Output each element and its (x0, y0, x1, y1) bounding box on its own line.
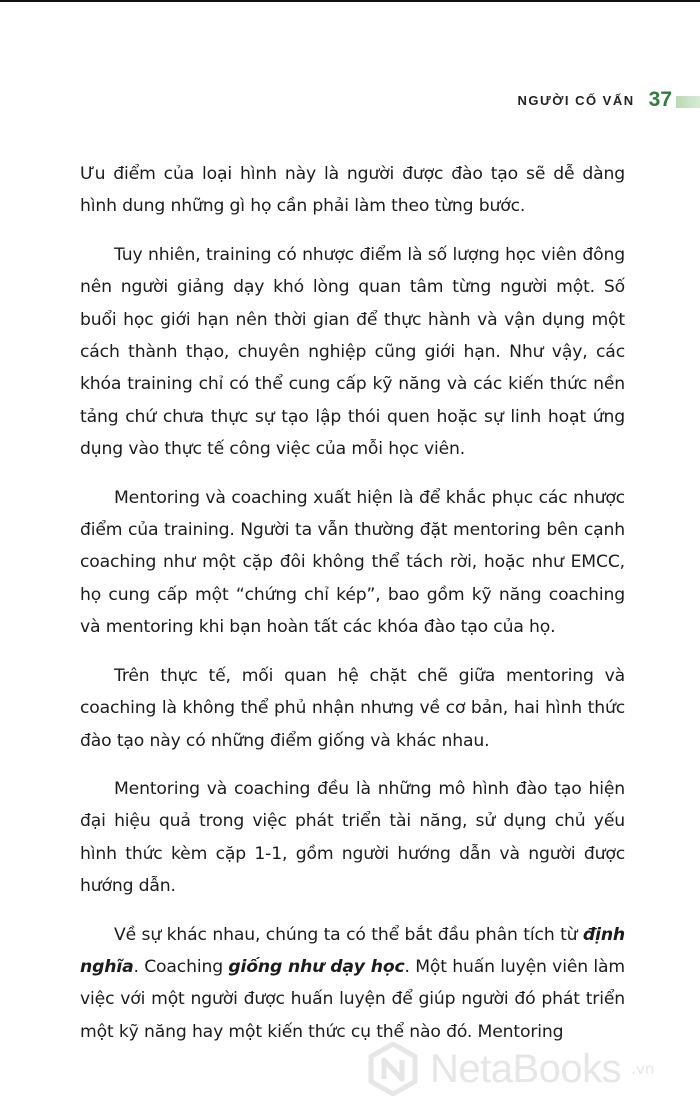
watermark (366, 1042, 654, 1096)
page-number: 37 (648, 88, 672, 111)
paragraph-2: Tuy nhiên, training có nhược điểm là số lượng học viên đông nên người giảng dạy khó lòng quan tâm từng người một. Số buổi học giới hạn nên thời gian để thực hành và vận dụng một cách thành thạo, chuyên nghiệp cũng giới hạn. Như vậy, các khóa training chỉ có thể cung cấp kỹ năng và các kiến thức nền tảng chứ chưa thực sự tạo lập thói quen hoặc sự linh hoạt ứng dụng vào thực tế công việc của mỗi học viên. (80, 244, 625, 460)
paragraph-3: Mentoring và coaching xuất hiện là để khắc phục các nhược điểm của training. Người ta vẫn thường đặt mentoring bên cạnh coaching như một cặp đôi không thể tách rời, hoặc như EMCC, họ cung cấp một “chứng chỉ kép”, bao gồm kỹ năng coaching và mentoring khi bạn hoàn tất các khóa đào tạo của họ. (80, 487, 625, 638)
emphasis-like-teaching: giống như dạy học (228, 956, 405, 977)
watermark-suffix: .vn (631, 1060, 655, 1078)
top-border-rule (0, 0, 700, 2)
paragraph-5: Mentoring và coaching đều là những mô hình đào tạo hiện đại hiệu quả trong việc phát triển tài năng, sử dụng chủ yếu hình thức kèm cặp 1-1, gồm người hướng dẫn và người được hướng dẫn. (80, 778, 625, 897)
paragraph-6-part-3: . Một huấn luyện viên làm việc với một người được huấn luyện để giúp người đó phát triển một kỹ năng hay một kiến thức cụ thể nào đó. Mentoring (80, 956, 625, 1042)
header-green-tab (676, 96, 700, 108)
paragraph-4: Trên thực tế, mối quan hệ chặt chẽ giữa mentoring và coaching là không thể phủ nhận nhưng về cơ bản, hai hình thức đào tạo này có những điểm giống và khác nhau. (80, 665, 625, 751)
paragraph-6-part-1: Về sự khác nhau, chúng ta có thể bắt đầu phân tích từ (114, 924, 583, 945)
watermark-brand: NetaBooks (430, 1046, 622, 1091)
netabooks-logo-icon (366, 1042, 420, 1096)
paragraph-1: Ưu điểm của loại hình này là người được đào tạo sẽ dễ dàng hình dung những gì họ cần phải làm theo từng bước. (80, 164, 625, 217)
running-title: NGƯỜI CỐ VẤN (517, 92, 635, 108)
paragraph-6 (80, 919, 625, 1049)
body-text (80, 158, 625, 1048)
emphasis-definition: định nghĩa (80, 924, 625, 977)
running-header (517, 88, 672, 112)
paragraph-6-part-2: . Coaching (133, 956, 229, 977)
